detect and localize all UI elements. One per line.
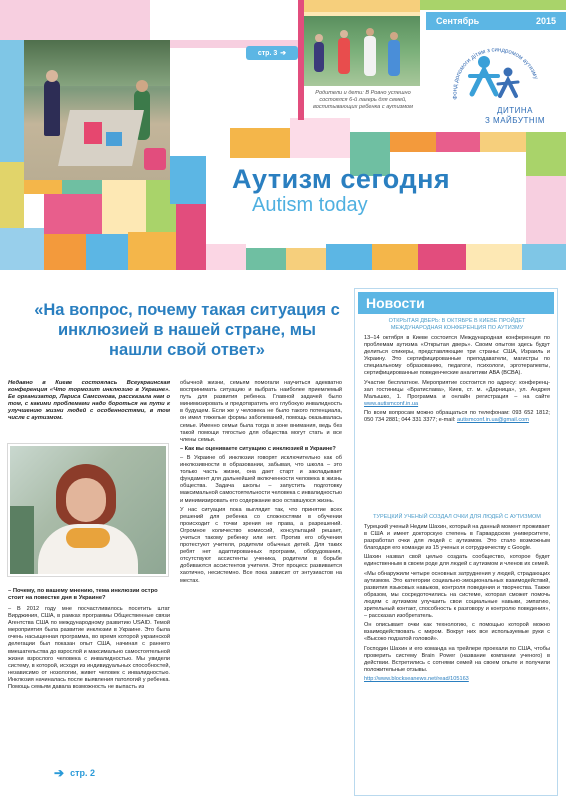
fund-name-line2: З МАЙБУТНІМ: [484, 116, 545, 125]
portrait-photo: [8, 444, 168, 576]
news-2-paragraph-2: Шахин назвал свой целью создать сообщество, которое будет единственным в своем роде для людей с аутизмом и членов их семей.: [364, 554, 550, 568]
arrow-right-icon: ➔: [54, 766, 65, 780]
page-ref-label: стр. 3: [257, 49, 278, 57]
news-1-paragraph-1: 13–14 октября в Киеве состоится Международная конференция по проблемам аутизма «Открытая дверь». Своим опытом здесь будут делиться спикеры, представляющие три страны: США, Израиль и Украину. Это сертифицированные преподаватели, магистры по специальному образованию, педагоги, психологи, эрготерапевты, сертифицированные поведенческие аналитики АВА (BCBA).: [364, 335, 550, 377]
news-2-paragraph-4: Он описывает очки как технологию, с помощью которой можно взаимодействовать с миром. Вокруг них все используемые руки с «Высоко подзатой головой».: [364, 622, 550, 643]
news-2-source-link[interactable]: http://www.blockseanews.net/read/105163: [364, 675, 469, 682]
interview-answer-3: У нас ситуация пока выглядит так, что принятие всех решений для ребенка со сложностями в обучении происходит с точки зрения не права, а разрешений. Огромное количество комиссий, консультаций решает, учиться такому ребенку или нет. Против его обучения протестуют учителя, родители обычных детей. Для таких ребят нет адаптированных программ, оборудования, отсутствуют ассистенты ученика, родители в борьбе добиваются ассистентов учителя. Этот процесс развивается хаотично, несистемно. Все пока зависит от энтузиастов на местах.: [180, 506, 342, 584]
issue-year: 2015: [535, 16, 556, 26]
news-item-2: [364, 514, 550, 685]
news-1-paragraph-2: Участие бесплатное. Мероприятие состоится по адресу: конференц-зал гостиницы «Братислава», Киев, ст. м. «Дарница», ул. Андрея Малышко, 1. Программа и онлайн регистрация – на сайте: [364, 379, 550, 400]
interview-lead: Недавно в Киеве состоялась Всеукраинская конференция «Что тормозит инклюзию в Украине». Ее организатор, Лариса Самсонова, рассказала нам о том, с какими проблемами надо бороться на пути к улучшению жизни людей с особенностями, в том числе с аутизмом.: [8, 380, 170, 422]
news-section-title: Новости: [366, 295, 425, 311]
page-ref-bottom-label: стр. 2: [70, 768, 95, 778]
interview-question-2: – Как вы оцениваете ситуацию с инклюзией в Украине?: [180, 445, 336, 452]
fund-arc-text: Фонд допомоги дітям з синдромом аутизму: [452, 47, 539, 100]
photo-caption: Родители и дети: В Ровно успешно состоялся 6-й лагерь для семей, воспитывающих ребенка с аутизмом: [312, 90, 414, 110]
news-2-paragraph-3: «Мы обнаружили четыре основных затруднения у людей, страдающих аутизмом. Это категории социально-эмоциональных взаимодействий, развития языковых навыков, контроля поведения и творчества. Также образом, мы сосредоточились на системе, которая сможет помочь людям с аутизмом улучшить свои социальные навыки, эмпатию, зрительный контакт, способность к разговору и контролю поведения», – рассказал изобретатель.: [364, 570, 550, 620]
news-2-paragraph-5: Господин Шахин и его команда на трейлере проехали по США, чтобы проверить систему Brain Power (название компании ученого) в действии. Встретились с сотнями семей на своем опыте и получили положительные отзывы.: [364, 645, 550, 673]
news-1-paragraph-3: По всем вопросам можно обращаться по телефонам: 093 652 1812; 050 734 2881; 044 331 3377; e-mail:: [364, 409, 550, 424]
interview-question-1: – Почему, по вашему мнению, тема инклюзии остро стоит на повестке дня в Украине?: [8, 588, 158, 602]
news-header-bar: [358, 292, 554, 314]
news-1-headline: ОТКРЫТАЯ ДВЕРЬ: В ОКТЯБРЕ В КИЕВЕ ПРОЙДЕТ МЕЖДУНАРОДНАЯ КОНФЕРЕНЦИЯ ПО АУТИЗМУ: [388, 318, 526, 331]
interview-col2: [180, 380, 342, 587]
main-cover-photo: [24, 40, 170, 180]
col2-paragraph-1: обычной жизни, семьям помогали научиться адекватно воспринимать ситуацию и выбрать наиболее приемлемый путь для развития ребенка. Главной задачей было минимизировать и предотвратить его глубокую инвалидность в будущем. Если же у человека не было такого потенциала, он имел тяжелые формы заболеваний, помощь оказывалась семье. Именно семьи была тогда в зоне внимания, ведь без такой помощи тягостью для общества могут стать и все члены семьи.: [180, 380, 342, 443]
issue-date-bar: [426, 12, 566, 30]
masthead-title-ru: Аутизм сегодня: [232, 164, 451, 194]
camp-photo: [304, 16, 420, 86]
page-ref-top[interactable]: [246, 46, 298, 60]
fund-logo: [440, 32, 552, 132]
interview-answer-2: – В Украине об инклюзии говорят исключительно как об инклюзивности в образовании, забывая, что школа – это только часть жизни, она дает старт и закладывает фундамент для дальнейшей включенности человека в жизнь общества. Задача школы – запустить подготовку максимальной самостоятельности человека с инвалидностью и минимизировать его содержание всю оставшуюся жизнь.: [180, 454, 342, 504]
interview-answer-1: – В 2012 году мне посчастливилось посетить штат Вирджиния, США, в рамках программы Общественные связи Агентства США по международному развитию USAID. Темой мероприятия была развитие инклюзии в Украине. Это была очень насыщенная программа, во время которой украинской делегации был показан опыт США, начиная с раннего вмешательства до взрослой и максимально самостоятельной жизни взрослого человека с инвалидностью. Мы увидели систему, в которой, исходя из индивидуальных способностей, независимо от нозологии, живет человек с инвалидностью. Инклюзия начиналась после выявления патологий у ребенка. Помощь семьям давала возможность не выпасть из: [8, 606, 170, 691]
interview-headline: «На вопрос, почему такая ситуация с инклюзией в нашей стране, мы нашли свой ответ»: [34, 301, 340, 359]
fund-name-line1: ДИТИНА: [497, 106, 533, 115]
issue-month: Сентябрь: [436, 16, 480, 26]
news-2-paragraph-1: Турецкий ученый Недим Шахин, который на данный момент проживает в США и имеет докторскую степень в Гарвардском университете, разработал очки для людей с аутизмом. Это стало возможным благодаря его команде из 15 ученых и сотрудничеству с Google.: [364, 524, 550, 552]
masthead-title-en: Autism today: [252, 194, 368, 216]
arrow-right-icon: ➔: [280, 50, 287, 57]
news-item-1: [364, 318, 550, 426]
news-1-site-link[interactable]: www.autismconf.in.ua: [364, 400, 419, 407]
news-1-email-link[interactable]: autismconf.in.ua@gmail.com: [457, 417, 529, 424]
page-ref-bottom[interactable]: [54, 766, 134, 780]
news-2-headline: ТУРЕЦКИЙ УЧЕНЫЙ СОЗДАЛ ОЧКИ ДЛЯ ЛЮДЕЙ С АУТИЗМОМ: [373, 514, 541, 520]
